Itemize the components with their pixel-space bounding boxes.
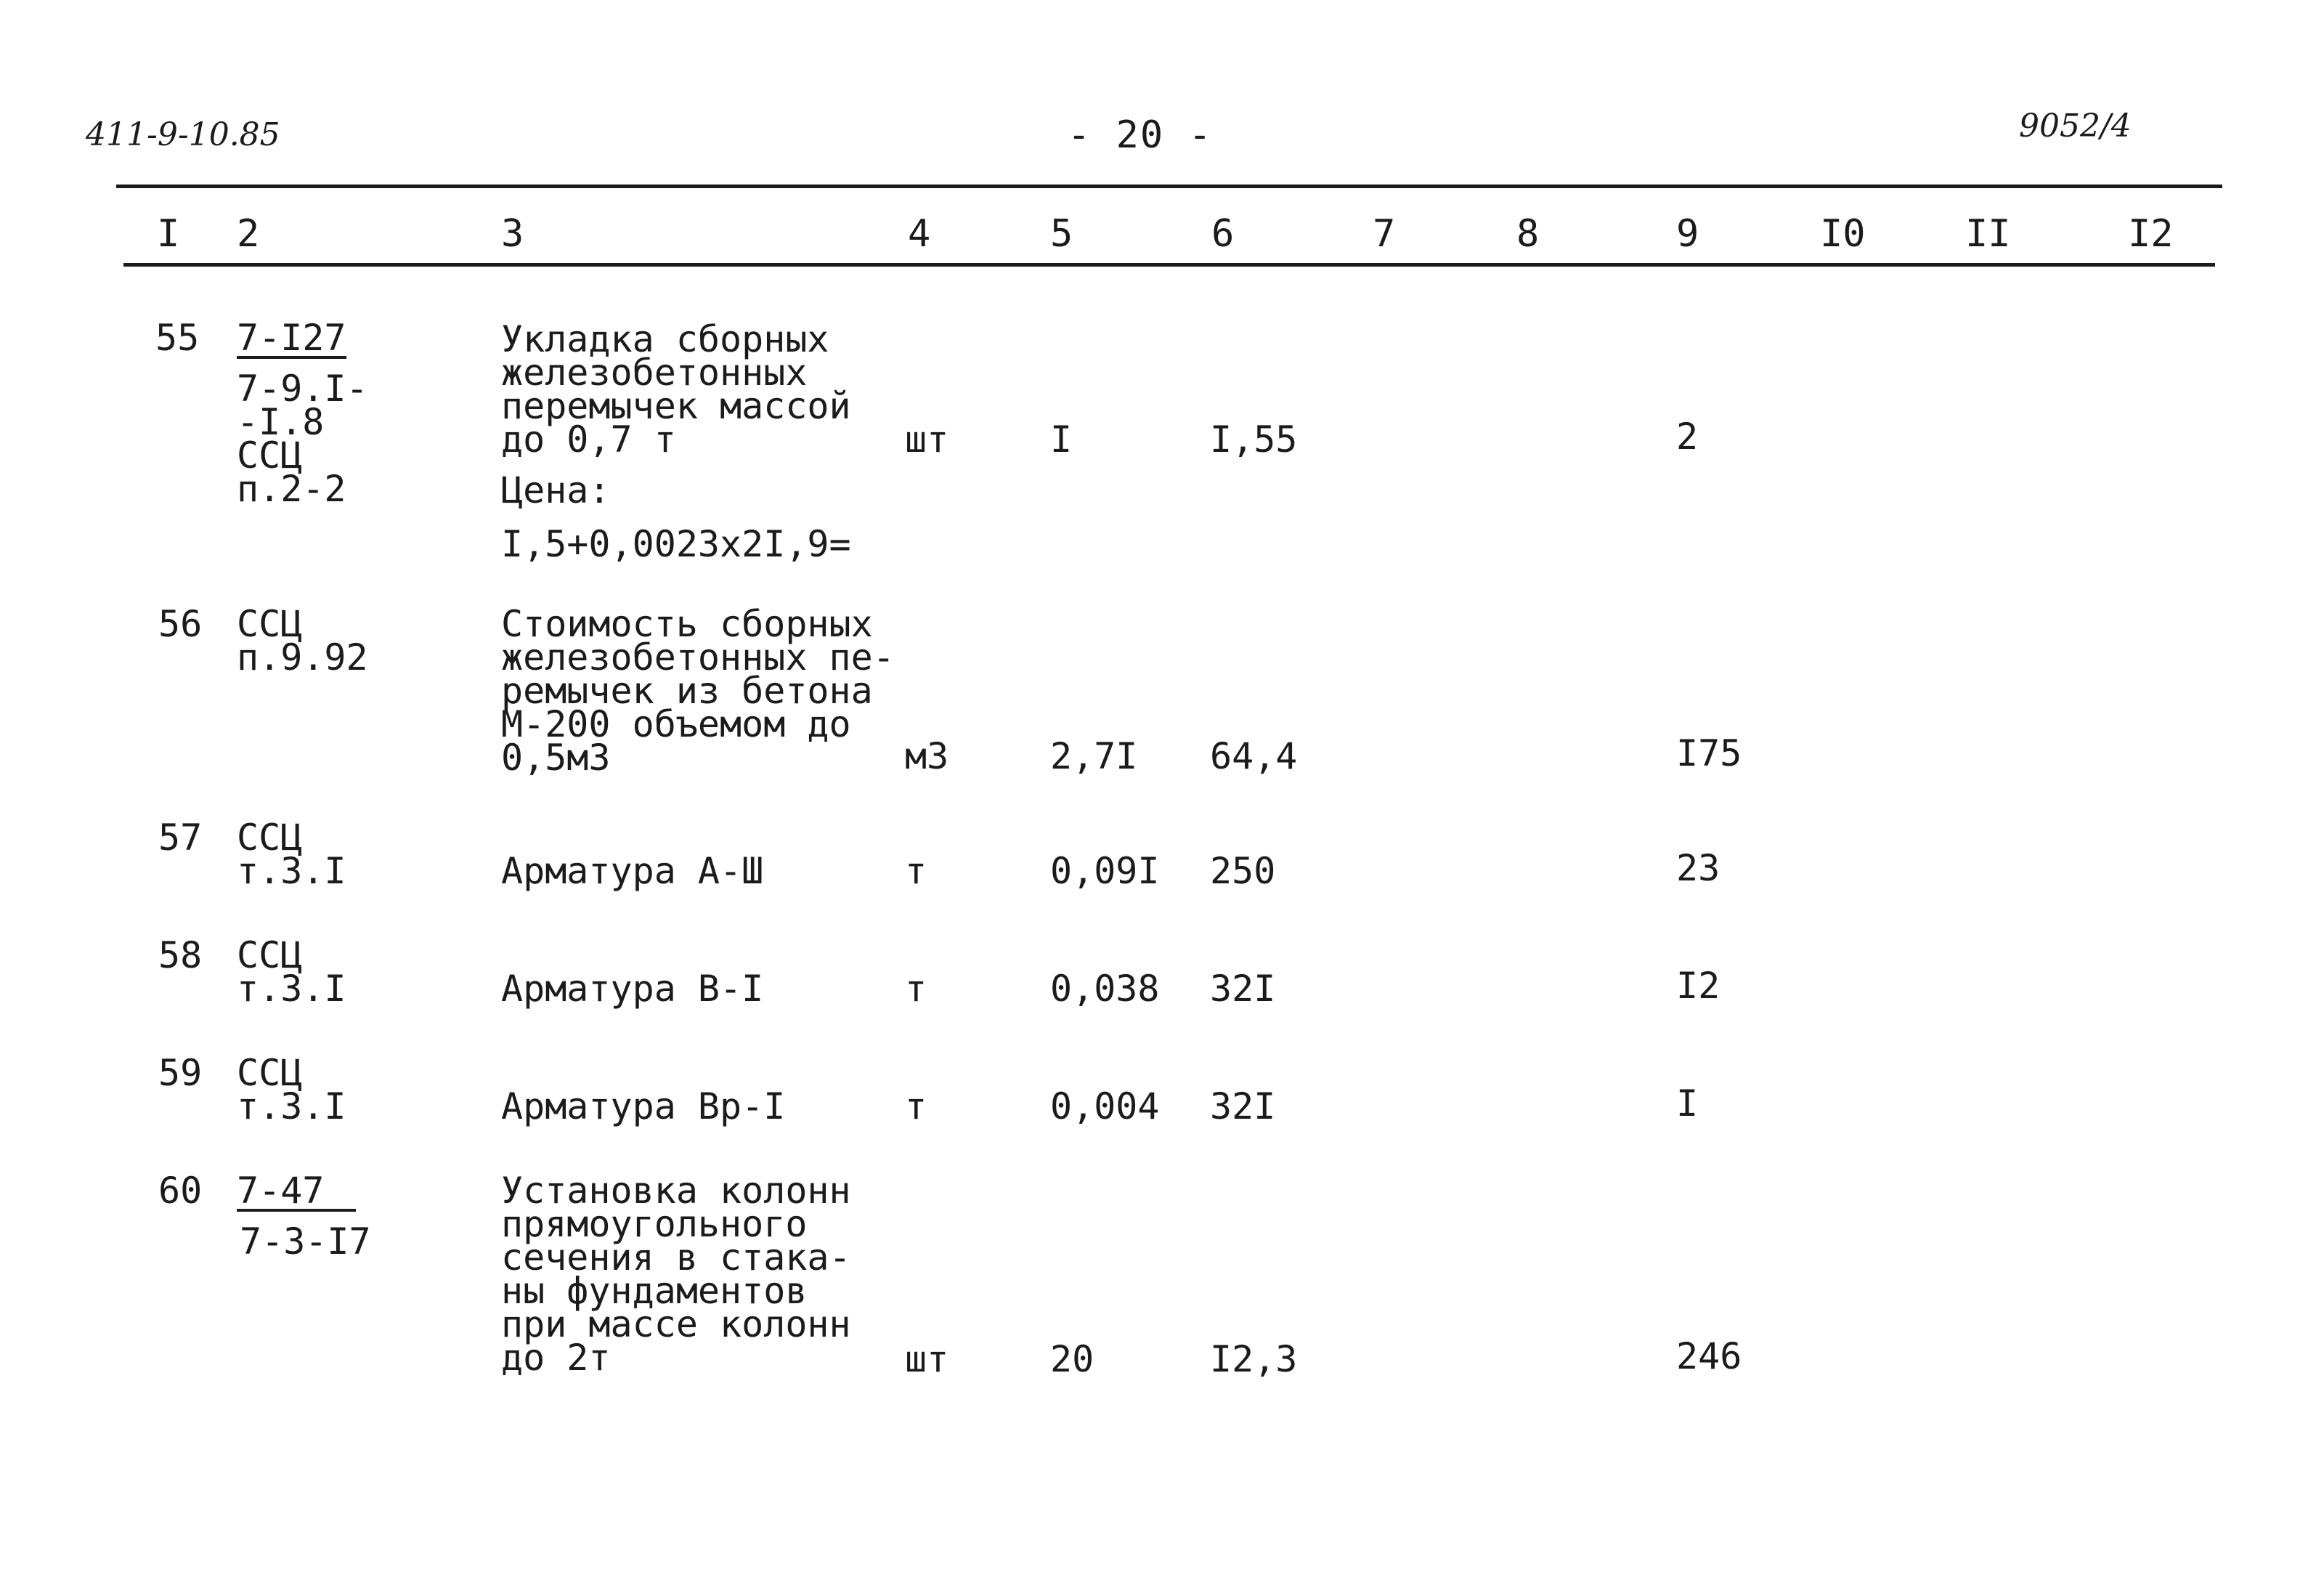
norm-code: ССЦ т.3.I: [237, 934, 346, 1010]
norm-code-details: 7-3-I7: [240, 1220, 371, 1263]
quantity: 0,038: [1050, 968, 1160, 1010]
quantity: 0,09I: [1050, 850, 1160, 892]
column-header: 3: [501, 212, 524, 256]
sheet-reference: 9052/4: [2019, 108, 2132, 145]
column-header: I0: [1820, 212, 1866, 256]
unit-cost: I,55: [1210, 418, 1298, 461]
norm-code-details: 7-9.I- -I.8 ССЦ п.2-2: [237, 368, 368, 510]
column-header: 4: [908, 212, 931, 256]
unit: т: [905, 968, 927, 1010]
row-number: 58: [158, 934, 203, 976]
column-header: 7: [1373, 212, 1396, 256]
norm-code: ССЦ т.3.I: [237, 817, 346, 892]
unit: т: [905, 1085, 927, 1127]
row-number: 57: [158, 817, 203, 859]
work-description: Стоимость сборных железобетонных пе- ремычек из бетона М-200 объемом до 0,5м3: [501, 603, 895, 779]
total-cost: 2: [1676, 416, 1699, 458]
unit-cost: I2,3: [1210, 1338, 1298, 1380]
column-header: I: [157, 212, 180, 256]
quantity: 0,004: [1050, 1085, 1160, 1127]
work-description: Укладка сборных железобетонных перемычек массой до 0,7 т: [501, 318, 851, 461]
total-cost: I: [1676, 1082, 1699, 1125]
total-cost: I2: [1676, 965, 1720, 1007]
unit: т: [905, 850, 927, 892]
column-header: 6: [1211, 212, 1235, 256]
row-number: 56: [158, 603, 203, 645]
price-formula: I,5+0,0023x2I,9=: [501, 523, 851, 565]
column-header: 5: [1050, 212, 1073, 256]
column-header: I2: [2128, 212, 2174, 256]
work-description: Арматура А-Ш: [501, 850, 764, 892]
quantity: I: [1050, 418, 1073, 461]
norm-code: ССЦ т.3.I: [237, 1052, 346, 1127]
column-header: II: [1965, 212, 2011, 256]
row-number: 60: [158, 1170, 203, 1212]
price-label: Цена:: [501, 469, 611, 511]
work-description: Арматура Вр-I: [501, 1085, 786, 1127]
row-number: 55: [155, 317, 200, 359]
total-cost: 246: [1676, 1335, 1742, 1377]
document-code: 411-9-10.85: [86, 116, 280, 153]
table-header-rule: [123, 263, 2215, 267]
unit-cost: 250: [1210, 850, 1276, 892]
total-cost: I75: [1676, 732, 1742, 774]
norm-code: 7-I27: [237, 317, 346, 359]
row-number: 59: [158, 1052, 203, 1094]
column-header: 2: [237, 212, 260, 256]
quantity: 20: [1050, 1338, 1094, 1380]
norm-code: ССЦ п.9.92: [237, 603, 368, 678]
unit: шт: [905, 1338, 949, 1380]
norm-code: 7-47: [237, 1174, 356, 1212]
unit-cost: 32I: [1210, 968, 1276, 1010]
table-top-rule: [116, 185, 2222, 188]
page-number: - 20 -: [1068, 113, 1213, 157]
unit-cost: 32I: [1210, 1085, 1276, 1127]
unit-cost: 64,4: [1210, 735, 1298, 777]
column-header: 8: [1516, 212, 1540, 256]
work-description: Установка колонн прямоугольного сечения в стака- ны фундаментов при массе колонн до 2т: [501, 1170, 851, 1379]
total-cost: 23: [1676, 847, 1720, 889]
work-description: Арматура В-I: [501, 968, 764, 1010]
unit: шт: [905, 418, 949, 461]
unit: м3: [905, 735, 949, 777]
column-header: 9: [1676, 212, 1699, 256]
quantity: 2,7I: [1050, 735, 1138, 777]
